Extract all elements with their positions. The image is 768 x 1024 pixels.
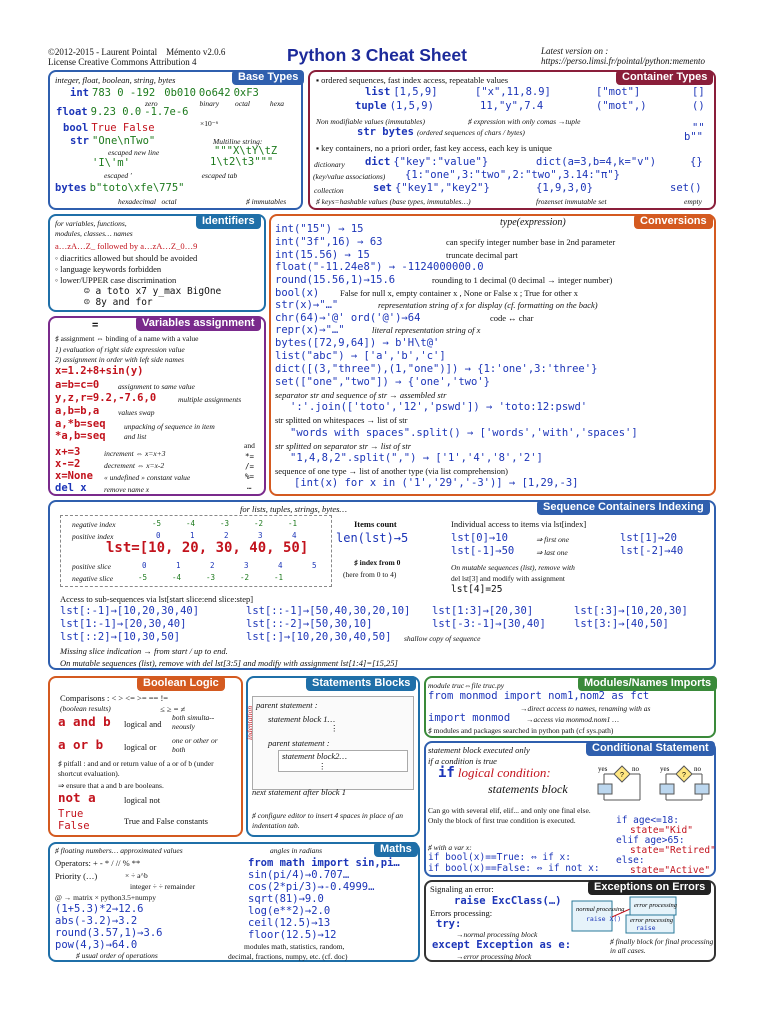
var-ex2: a=b=c=0 (55, 379, 100, 391)
escaped-q-note: escaped ' escaped tab (104, 171, 238, 180)
var-ex10-note: remove name x (104, 485, 150, 494)
usual-note: ♯ usual order of operations (76, 951, 158, 960)
var-ex3-note: multiple assignments (178, 395, 242, 404)
indentation-label: indentation (245, 705, 254, 740)
diag-raise: raise X() (586, 915, 622, 923)
pos-index-4: 4 (292, 531, 297, 540)
parent1: parent statement : (256, 700, 318, 710)
empty-str: "" (692, 122, 705, 134)
identifiers-intro2: modules, classes… names (55, 229, 133, 238)
flow2-yes-label: yes (660, 765, 670, 773)
multiline-val2: 1\t2\t3""" (210, 156, 274, 168)
identifiers-rule1: a…zA…Z_ followed by a…zA…Z_0…9 (55, 241, 198, 251)
slice-7: lst[3:]→[40,50] (574, 618, 669, 630)
dictionary-label: dictionary (314, 160, 345, 169)
neg-index-2: -3 (220, 519, 230, 528)
sep-line: separator str and sequence of str → assembled str (275, 390, 447, 400)
multiline-val1: """X\tY\tZ (214, 145, 278, 157)
slice-5: lst[::-2]→[50,30,10] (246, 618, 373, 630)
not-note: logical not (124, 795, 161, 805)
keys-hashable: ♯ keys=hashable values (base types, immutables…) (316, 197, 471, 206)
mutable-slice-note: On mutable sequences (list), remove with del lst[3:5] and modify with assignment lst[1:4]=[15,25] (60, 658, 398, 668)
conv-0: int("15") → 15 (275, 223, 364, 235)
false-const: False (58, 820, 90, 832)
index-from: ♯ index from 0 (354, 558, 401, 567)
and-label: and (244, 441, 255, 450)
dict-val2: dict(a=3,b=4,k="v") (536, 156, 657, 168)
indexing-tag: Sequence Containers Indexing (537, 500, 710, 515)
page-title: Python 3 Cheat Sheet (287, 45, 467, 65)
comparisons: Comparisons : < > <= >= == != (60, 693, 169, 703)
conv-6: str(x)→"…" (275, 299, 339, 311)
conversions-tag: Conversions (634, 214, 713, 229)
int-div: integer ÷ ÷ remainder (130, 882, 196, 891)
unpack-note: unpacking of sequence in item and list (124, 422, 215, 441)
note-round: rounding to 1 decimal (0 decimal → integer number) (432, 275, 613, 285)
bool-results: (boolean results) (60, 704, 111, 713)
items-count: Items count (354, 519, 397, 529)
conv-10: list("abc") → ['a','b','c'] (275, 350, 446, 362)
tuple-vals2: 11,"y",7.4 (480, 100, 544, 112)
immutables-note: ♯ immutables (246, 197, 287, 206)
str-val2: 'I\'m' (92, 157, 130, 169)
var-ex8-note: decrement ⇔ x=x-2 (104, 461, 165, 470)
license: License Creative Commons Attribution 4 (48, 57, 197, 67)
slice-4: lst[1:-1]→[20,30,40] (60, 618, 187, 630)
consts-note: True and False constants (124, 816, 208, 826)
eq-symbol: = (92, 319, 99, 331)
seq-conv: sequence of one type → list of another type (via list comprehension) (275, 466, 508, 476)
true-const: True (58, 808, 84, 820)
cond-intro2: if a condition is true (428, 756, 497, 766)
note-bool: False for null x, empty container x , None or False x ; True for other x (340, 288, 578, 298)
latest-url[interactable]: https://perso.limsi.fr/pointal/python:memento (541, 56, 705, 66)
diag-error2: error processing (630, 917, 674, 924)
conditional-tag: Conditional Statement (586, 741, 715, 756)
dots2: ⋮ (318, 761, 327, 771)
tuple-line: tuple (1,5,9) (355, 100, 434, 112)
and-ex: a and b (58, 714, 111, 729)
identifiers-intro1: for variables, functions, (55, 219, 127, 228)
math-fn-1: cos(2*pi/3)→-0.4999… (248, 881, 375, 893)
var-rule3: 2) assignment in order with left side names (55, 355, 185, 364)
var-ex3: y,z,r=9.2,-7.6,0 (55, 392, 157, 404)
modules-intro: module truc⇔file truc.py (428, 681, 505, 690)
pos-index-2: 2 (224, 531, 229, 540)
list-vals2: ["x",11,8.9] (475, 86, 551, 98)
math-ex-2: round(3.57,1)→3.6 (55, 927, 163, 939)
nonmod-note: Non modifiable values (immutables) (316, 117, 425, 126)
parent2: parent statement : (268, 738, 330, 748)
str-bytes-line: str bytes (ordered sequences of chars / bytes) (357, 126, 525, 138)
math-fn-2: sqrt(81)→9.0 (248, 893, 324, 905)
type-expr: type(expression) (500, 217, 566, 228)
var-op-0: *= (245, 452, 255, 461)
conv-2: int(15.56) → 15 (275, 249, 370, 261)
maths-tag: Maths (374, 842, 418, 857)
empty-label: empty (684, 197, 702, 206)
exceptions-diagram (570, 895, 680, 937)
slice-3: lst[:3]→[10,20,30] (574, 605, 688, 617)
neg-slice-2: -3 (206, 573, 216, 582)
pos-slice-0: 0 (142, 561, 147, 570)
bytes-line: bytes b"toto\xfe\775" (55, 182, 185, 194)
math-fn-4: ceil(12.5)→13 (248, 917, 331, 929)
empty-bytes: b"" (684, 131, 703, 143)
var-note: ♯ with a var x: (428, 843, 472, 852)
missing-note: Missing slice indication → from start / up to end. (60, 646, 228, 656)
pos-index-3: 3 (258, 531, 263, 540)
math-modules: modules math, statistics, random, (244, 942, 345, 951)
set-line: set {"key1","key2"} (373, 182, 490, 194)
math-import: from math import sin,pi… (248, 857, 400, 869)
modules-tag: Modules/Names Imports (578, 676, 717, 691)
int-notes: zero binary octal hexa (145, 99, 285, 108)
cond-ex5: else: (616, 855, 645, 866)
tuple-empty: () (692, 100, 705, 112)
header-credits (48, 47, 225, 67)
pos-slice-1: 1 (176, 561, 181, 570)
container-types-tag: Container Types (616, 70, 713, 85)
del-note: del lst[3] and modify with assignment (451, 574, 565, 583)
cond-ex6: state="Active" (630, 865, 711, 876)
note-base: can specify integer number base in 2nd parameter (446, 237, 616, 247)
header-latest (541, 46, 705, 66)
expr-comas-note: ♯ expression with only comas →tuple (468, 117, 581, 126)
neg-index-1: -4 (186, 519, 196, 528)
individual-access: Individual access to items via lst[index] (451, 519, 587, 529)
shallow-note: shallow copy of sequence (404, 634, 481, 643)
or-ex: a or b (58, 737, 104, 752)
str-line: str "One\nTwo" (70, 135, 156, 147)
pos-slice-3: 3 (244, 561, 249, 570)
signal-error: Signaling an error: (430, 884, 494, 894)
slice-6: lst[-3:-1]→[30,40] (432, 618, 546, 630)
import1-note: →direct access to names, renaming with as (520, 704, 651, 713)
flowchart-ifelse (658, 762, 714, 804)
cond-c2: if bool(x)==False: ⇔ if not x: (428, 863, 600, 874)
cond-ex1: if age<=18: (616, 815, 679, 826)
or-note2: one or other or both (172, 736, 218, 754)
note-trunc: truncate decimal part (446, 250, 518, 260)
elif-note: Can go with several elif, elif... and only one final else. Only the block of first true condition is executed. (428, 806, 591, 825)
var-ex8: x-=2 (55, 458, 81, 470)
var-rule1: ♯ assignment ⇔ binding of a name with a value (55, 334, 199, 343)
var-ex6: *a,b=seq (55, 430, 106, 442)
except-ex: except Exception as e: (432, 939, 572, 951)
key-containers-note: ▪ key containers, no a priori order, fast key access, each key is unique (316, 143, 552, 153)
conv-12: set(["one","two"]) → {'one','two'} (275, 376, 490, 388)
svg-text:?: ? (682, 772, 686, 779)
var-ex7: x+=3 (55, 446, 81, 458)
not-ex: not a (58, 790, 96, 805)
bytes-notes: hexadecimal octal (118, 197, 177, 206)
math-ex-0: (1+5.3)*2→12.6 (55, 903, 144, 915)
acc3: lst[-1]→50 (451, 545, 515, 557)
identifiers-rule2: ◦ diacritics allowed but should be avoided (55, 253, 198, 263)
split-ws: str splitted on whitespaces → list of str (275, 415, 408, 425)
cond-block: statements block (488, 782, 568, 796)
split-sep: str splitted on separator str → list of str (275, 441, 412, 451)
acc1-note: ⇒ first one (536, 535, 569, 544)
cond-c1: if bool(x)==True: ⇔ if x: (428, 852, 571, 863)
int-line: int 783 0 -192 0b010 0o642 0xF3 (70, 87, 259, 99)
math-ex-1: abs(-3.2)→3.2 (55, 915, 138, 927)
raise-ex: raise ExcClass(…) (454, 895, 562, 907)
base-types-tag: Base Types (232, 70, 304, 85)
boolean-tag: Boolean Logic (137, 676, 225, 691)
base-types-intro: integer, float, boolean, string, bytes (55, 75, 176, 85)
join-ex: ':'.join(['toto','12','pswd']) → 'toto:12:pswd' (290, 401, 588, 413)
lst-def: lst=[10, 20, 30, 40, 50] (106, 540, 309, 556)
search-note: ♯ modules and packages searched in python path (cf sys.path) (428, 726, 614, 735)
var-ex4-note: values swap (118, 408, 155, 417)
seq-conv-ex: [int(x) for x in ('1','29','-3')] → [1,29,-3] (294, 477, 579, 489)
note-chr: code ↔ char (490, 313, 534, 323)
normal-block: →normal processing block (456, 930, 538, 939)
ensure-note: ⇒ ensure that a and b are booleans. (58, 781, 164, 790)
slice-8: lst[::2]→[10,30,50] (60, 631, 181, 643)
slice-0: lst[:-1]→[10,20,30,40] (60, 605, 200, 617)
set-empty: set() (670, 182, 702, 194)
frozenset-note: frozenset immutable set (536, 197, 607, 206)
diag-raise2: raise (636, 924, 656, 932)
dict-line: dict {"key":"value"} (365, 156, 489, 168)
identifiers-ok: ☺ a toto x7 y_max BigOne (84, 286, 222, 297)
pos-slice-label: positive slice (72, 562, 111, 571)
neg-index-4: -1 (288, 519, 298, 528)
or-note: logical or (124, 742, 157, 752)
var-rule2: 1) evaluation of right side expression value (55, 345, 185, 354)
block2: statement block2… (282, 751, 347, 761)
var-op-1: /= (245, 462, 255, 471)
next-statement: next statement after block 1 (252, 787, 346, 797)
conv-7: chr(64)→'@' ord('@')→64 (275, 312, 421, 324)
slice-2: lst[1:3]→[20,30] (432, 605, 534, 617)
var-ex10: del x (55, 482, 87, 494)
ordered-note: ▪ ordered sequences, fast index access, repeatable values (316, 75, 509, 85)
escaped-nl-note: escaped new line (108, 148, 160, 157)
var-ex7-note: increment ⇔ x=x+3 (104, 449, 166, 458)
multiline-label: Multiline string: (213, 137, 263, 146)
statements-tag: Statements Blocks (306, 676, 416, 691)
kv-assoc: (key/value associations) (313, 172, 386, 181)
identifiers-tag: Identifiers (196, 214, 261, 229)
split-sep-ex: "1,4,8,2".split(",") → ['1','4','8','2'] (290, 452, 543, 464)
list-empty: [] (692, 86, 705, 98)
collection-label: collection (314, 186, 344, 195)
var-ex1: x=1.2+8+sin(y) (55, 365, 144, 377)
float-line: float 9.23 0.0 -1.7e-6 (56, 106, 189, 118)
neg-slice-label: negative slice (72, 574, 114, 583)
conv-11: dict([(3,"three"),(1,"one")]) → {1:'one',3:'three'} (275, 363, 598, 375)
neg-index-label: negative index (72, 520, 116, 529)
svg-text:?: ? (620, 772, 624, 779)
conv-1: int("3f",16) → 63 (275, 236, 383, 248)
diag-error: error processing (634, 902, 678, 909)
note-repr: literal representation string of x (372, 325, 481, 335)
neg-index-3: -2 (254, 519, 264, 528)
bool-line: bool True False (63, 122, 155, 134)
split-ws-ex: "words with spaces".split() → ['words','with','spaces'] (290, 427, 638, 439)
copyright: ©2012-2015 - Laurent Pointal (48, 47, 158, 57)
neg-slice-3: -2 (240, 573, 250, 582)
sub-access: Access to sub-sequences via lst[start slice:end slice:step] (60, 594, 254, 604)
conv-5: bool(x) (275, 287, 320, 299)
ops-symbols: × ÷ a^b (125, 871, 148, 880)
var-ex9-note: « undefined » constant value (104, 473, 191, 482)
and-note: logical and (124, 719, 162, 729)
math-modules2: decimal, fractions, numpy, etc. (cf. doc) (228, 952, 348, 961)
operators: Operators: + - * / // % ** (55, 858, 141, 868)
cond-intro1: statement block executed only (428, 745, 530, 755)
configure-note: ♯ configure editor to insert 4 spaces in place of an indentation tab. (252, 811, 403, 830)
dict-empty: {} (690, 156, 703, 168)
finally-note: ♯ finally block for final processing in all cases. (610, 937, 714, 955)
version: Mémento v2.0.6 (166, 47, 226, 57)
import1: from monmod import nom1,nom2 as fct (428, 690, 650, 702)
import2: import monmod (428, 712, 511, 724)
var-ex9: x=None (55, 470, 93, 482)
var-ex2-note: assignment to same value (118, 382, 195, 391)
error-block: →error processing block (456, 952, 532, 961)
mutable-note: On mutable sequences (list), remove with (451, 563, 575, 572)
tuple-vals3: ("mot",) (596, 100, 647, 112)
index-note: (here from 0 to 4) (343, 570, 397, 579)
pos-slice-4: 4 (278, 561, 283, 570)
math-fn-0: sin(pi/4)→0.707… (248, 869, 350, 881)
identifiers-rule4: ◦ lower/UPPER case discrimination (55, 275, 177, 285)
acc1: lst[0]→10 (451, 532, 508, 544)
assign-ex: lst[4]=25 (451, 584, 503, 595)
neg-slice-0: -5 (138, 573, 148, 582)
flow-no-label: no (632, 765, 639, 773)
cond-ex4: state="Retired" (630, 845, 716, 856)
indexing-intro: for lists, tuples, strings, bytes… (240, 504, 347, 514)
identifiers-bad: ☹ 8y and for (84, 297, 153, 308)
neg-slice-4: -1 (274, 573, 284, 582)
diag-normal: normal processing (576, 906, 625, 913)
slice-1: lst[::-1]→[50,40,30,20,10] (246, 605, 411, 617)
var-op-3: … (247, 482, 252, 491)
pos-index-0: 0 (156, 531, 161, 540)
math-fn-3: log(e**2)→2.0 (248, 905, 331, 917)
matrix-note: @ → matrix × python3.5+numpy (55, 893, 156, 902)
flowchart-if (596, 762, 652, 804)
var-ex5: a,*b=seq (55, 418, 106, 430)
conv-9: bytes([72,9,64]) → b'H\t@' (275, 337, 440, 349)
exp-note: ×10⁻⁶ (200, 119, 219, 128)
import2-note: →access via monmod.nom1 … (526, 715, 619, 724)
angles-note: angles in radians (270, 846, 323, 855)
dots1: ⋮ (330, 723, 339, 733)
acc3-note: ⇒ last one (536, 548, 568, 557)
if-line: if logical condition: (438, 765, 551, 781)
conv-3: float("-11.24e8") → -1124000000.0 (275, 261, 484, 273)
var-ex4: a,b=b,a (55, 405, 100, 417)
flow2-no-label: no (694, 765, 701, 773)
block1: statement block 1… (268, 714, 336, 724)
conv-4: round(15.56,1)→15.6 (275, 274, 396, 286)
list-vals3: ["mot"] (596, 86, 641, 98)
set-val2: {1,9,3,0} (536, 182, 593, 194)
variables-tag: Variables assignment (136, 316, 261, 331)
flow-yes-label: yes (598, 765, 608, 773)
acc2: lst[1]→20 (620, 532, 677, 544)
try-kw: try: (436, 918, 462, 930)
list-line: list [1,5,9] (365, 86, 438, 98)
math-ex-3: pow(4,3)→64.0 (55, 939, 138, 951)
math-fn-5: floor(12.5)→12 (248, 929, 337, 941)
conv-8: repr(x)→"…" (275, 324, 345, 336)
priority: Priority (…) (55, 871, 98, 881)
cond-ex2: state="Kid" (630, 825, 693, 836)
var-op-2: %= (245, 472, 255, 481)
pos-slice-2: 2 (210, 561, 215, 570)
note-str: representation string of x for display (cf. formatting on the back) (378, 300, 598, 310)
latest-label: Latest version on : (541, 46, 609, 56)
identifiers-rule3: ◦ language keywords forbidden (55, 264, 162, 274)
exceptions-tag: Exceptions on Errors (588, 880, 711, 895)
pitfall-note: ♯ pitfall : and and or return value of a or of b (under shortcut evaluation). (58, 759, 214, 778)
neg-slice-1: -4 (172, 573, 182, 582)
and-note2: both simulta--neously (172, 713, 215, 731)
slice-9: lst[:]→[10,20,30,40,50] (246, 631, 392, 643)
pos-slice-5: 5 (312, 561, 317, 570)
pos-index-1: 1 (190, 531, 195, 540)
cond-ex3: elif age>65: (616, 835, 685, 846)
bool-symbols: ≤ ≥ = ≠ (160, 704, 186, 714)
acc4: lst[-2]→40 (620, 545, 684, 557)
errors-processing: Errors processing: (430, 908, 493, 918)
len-ex: len(lst)→5 (336, 531, 409, 545)
pos-index-label: positive index (72, 532, 114, 541)
float-note: ♯ floating numbers… approximated values (55, 846, 183, 855)
neg-index-0: -5 (152, 519, 162, 528)
dict-val3: {1:"one",3:"two",2:"two",3.14:"π"} (405, 169, 620, 181)
